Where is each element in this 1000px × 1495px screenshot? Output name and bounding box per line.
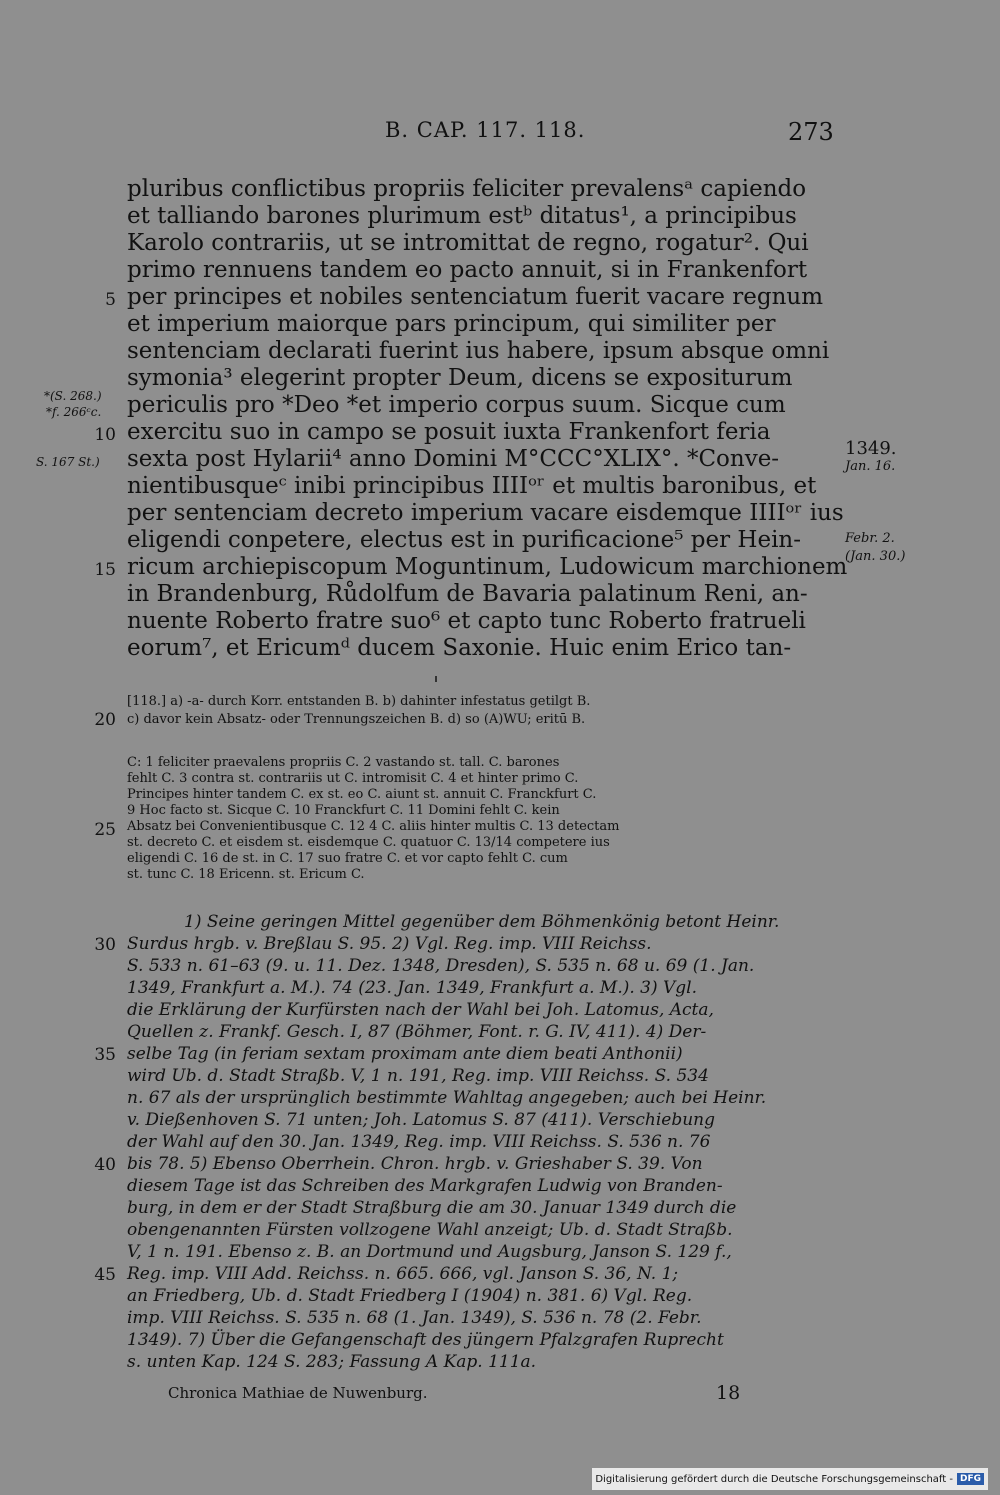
apparatus-line: Principes hinter tandem C. ex st. eo C. aiunt st. annuit C. Franckfurt C. [127,787,597,802]
footnote-line: obengenannten Fürsten vollzogene Wahl anzeigt; Ub. d. Stadt Straßb. [127,1220,733,1240]
text-line: per principes et nobiles sentenciatum fuerit vacare regnum [127,284,824,310]
footnote-line: Reg. imp. VIII Add. Reichss. n. 665. 666, vgl. Janson S. 36, N. 1; [127,1264,679,1284]
footnote-line: S. 533 n. 61–63 (9. u. 11. Dez. 1348, Dresden), S. 535 n. 68 u. 69 (1. Jan. [127,956,755,976]
text-line: ricum archiepiscopum Moguntinum, Ludowicum marchionem [127,554,848,580]
text-line: per sentenciam decreto imperium vacare eisdemque IIIIᵒʳ ius [127,500,844,526]
footnote-line: die Erklärung der Kurfürsten nach der Wahl bei Joh. Latomus, Acta, [127,1000,714,1020]
text-line: periculis pro *Deo *et imperio corpus suum. Sicque cum [127,392,786,418]
footnote-line: selbe Tag (in feriam sextam proximam ante diem beati Anthonii) [127,1044,683,1064]
apparatus-line: c) davor kein Absatz- oder Trennungszeichen B. d) so (A)WU; eritū B. [127,712,586,727]
footnote-line: 1349). 7) Über die Gefangenschaft des jüngern Pfalzgrafen Ruprecht [127,1330,724,1350]
footnote-line: 1) Seine geringen Mittel gegenüber dem Böhmenkönig betont Heinr. [184,912,780,932]
text-line: et imperium maiorque pars principum, qui similiter per [127,311,776,337]
line-number: 45 [94,1265,116,1285]
text-line: eorum⁷, et Ericumᵈ ducem Saxonie. Huic enim Erico tan- [127,635,792,661]
footer-title: Chronica Mathiae de Nuwenburg. [168,1384,428,1402]
footnote-line: Surdus hrgb. v. Breßlau S. 95. 2) Vgl. Reg. imp. VIII Reichss. [127,934,652,954]
page-number: 273 [788,118,834,146]
apparatus-line: st. tunc C. 18 Ericenn. st. Ericum C. [127,867,365,882]
text-line: nuente Roberto fratre suo⁶ et capto tunc Roberto fratrueli [127,608,806,634]
footnote-line: s. unten Kap. 124 S. 283; Fassung A Kap. 111a. [127,1352,537,1372]
margin-note: S. 167 St.) [36,455,100,469]
footnote-line: Quellen z. Frankf. Gesch. I, 87 (Böhmer, Font. r. G. IV, 411). 4) Der- [127,1022,707,1042]
line-number: 30 [94,935,116,955]
text-line: eligendi conpetere, electus est in purificacione⁵ per Hein- [127,527,802,553]
apparatus-line: fehlt C. 3 contra st. contrariis ut C. intromisit C. 4 et hinter primo C. [127,771,579,786]
text-line: in Brandenburg, Růdolfum de Bavaria palatinum Reni, an- [127,581,808,607]
footnote-line: V, 1 n. 191. Ebenso z. B. an Dortmund und Augsburg, Janson S. 129 f., [127,1242,732,1262]
text-line: primo rennuens tandem eo pacto annuit, si in Frankenfort [127,257,808,283]
footnote-line: 1349, Frankfurt a. M.). 74 (23. Jan. 1349, Frankfurt a. M.). 3) Vgl. [127,978,698,998]
credit-text: Digitalisierung gefördert durch die Deutsche Forschungsgemeinschaft - [595,1473,953,1485]
apparatus-line: [118.] a) -a- durch Korr. entstanden B. b) dahinter infestatus getilgt B. [127,694,591,709]
apparatus-line: st. decreto C. et eisdem st. eisdemque C. quatuor C. 13/14 competere ius [127,835,610,850]
footnote-line: diesem Tage ist das Schreiben des Markgrafen Ludwig von Branden- [127,1176,723,1196]
margin-date-main: 1349. [845,438,897,459]
margin-date [845,530,905,566]
signature-mark: 18 [716,1382,741,1404]
text-line: exercitu suo in campo se posuit iuxta Frankenfort feria [127,419,771,445]
text-line: nientibusqueᶜ inibi principibus IIIIᵒʳ et multis baronibus, et [127,473,817,499]
margin-date [845,440,897,476]
line-number: 25 [94,820,116,840]
footnote-line: bis 78. 5) Ebenso Oberrhein. Chron. hrgb. v. Grieshaber S. 39. Von [127,1154,703,1174]
dfg-logo: DFG [957,1473,984,1485]
apparatus-line: 9 Hoc facto st. Sicque C. 10 Franckfurt C. 11 Domini fehlt C. kein [127,803,560,818]
text-line: Karolo contrariis, ut se intromittat de regno, rogatur². Qui [127,230,809,256]
line-number: 35 [94,1045,116,1065]
line-number: 20 [94,710,116,730]
apparatus-line: eligendi C. 16 de st. in C. 17 suo fratre C. et vor capto fehlt C. cum [127,851,568,866]
text-line: symonia³ elegerint propter Deum, dicens se expositurum [127,365,793,391]
separator-mark [435,676,437,682]
margin-date-sub: (Jan. 30.) [845,549,906,564]
running-head: B. CAP. 117. 118. [385,118,586,142]
digitization-credit [592,1468,988,1490]
text-line: et talliando barones plurimum estᵇ ditatus¹, a principibus [127,203,797,229]
footnote-line: v. Dießenhoven S. 71 unten; Joh. Latomus S. 87 (411). Verschiebung [127,1110,715,1130]
apparatus-line: Absatz bei Convenientibusque C. 12 4 C. aliis hinter multis C. 13 detectam [127,819,620,834]
text-line: sexta post Hylarii⁴ anno Domini M°CCC°XLIX°. *Conve- [127,446,780,472]
apparatus-line: C: 1 feliciter praevalens propriis C. 2 vastando st. tall. C. barones [127,755,560,770]
text-line: sentenciam declarati fuerint ius habere, ipsum absque omni [127,338,830,364]
footnote-line: an Friedberg, Ub. d. Stadt Friedberg I (1904) n. 381. 6) Vgl. Reg. [127,1286,693,1306]
line-number: 40 [94,1155,116,1175]
margin-date-main: Febr. 2. [845,531,895,546]
footnote-line: burg, in dem er der Stadt Straßburg die am 30. Januar 1349 durch die [127,1198,737,1218]
footnote-line: imp. VIII Reichss. S. 535 n. 68 (1. Jan. 1349), S. 536 n. 78 (2. Febr. [127,1308,702,1328]
margin-note: *(S. 268.) [44,389,102,403]
line-number: 5 [105,290,116,310]
line-number: 10 [94,425,116,445]
text-line: pluribus conflictibus propriis feliciter prevalensᵃ capiendo [127,176,807,202]
margin-note: *f. 266ᶜc. [46,405,102,419]
margin-date-sub: Jan. 16. [845,459,896,474]
footnote-line: der Wahl auf den 30. Jan. 1349, Reg. imp. VIII Reichss. S. 536 n. 76 [127,1132,711,1152]
footnote-line: wird Ub. d. Stadt Straßb. V, 1 n. 191, Reg. imp. VIII Reichss. S. 534 [127,1066,709,1086]
line-number: 15 [94,560,116,580]
footnote-line: n. 67 als der ursprünglich bestimmte Wahltag angegeben; auch bei Heinr. [127,1088,767,1108]
